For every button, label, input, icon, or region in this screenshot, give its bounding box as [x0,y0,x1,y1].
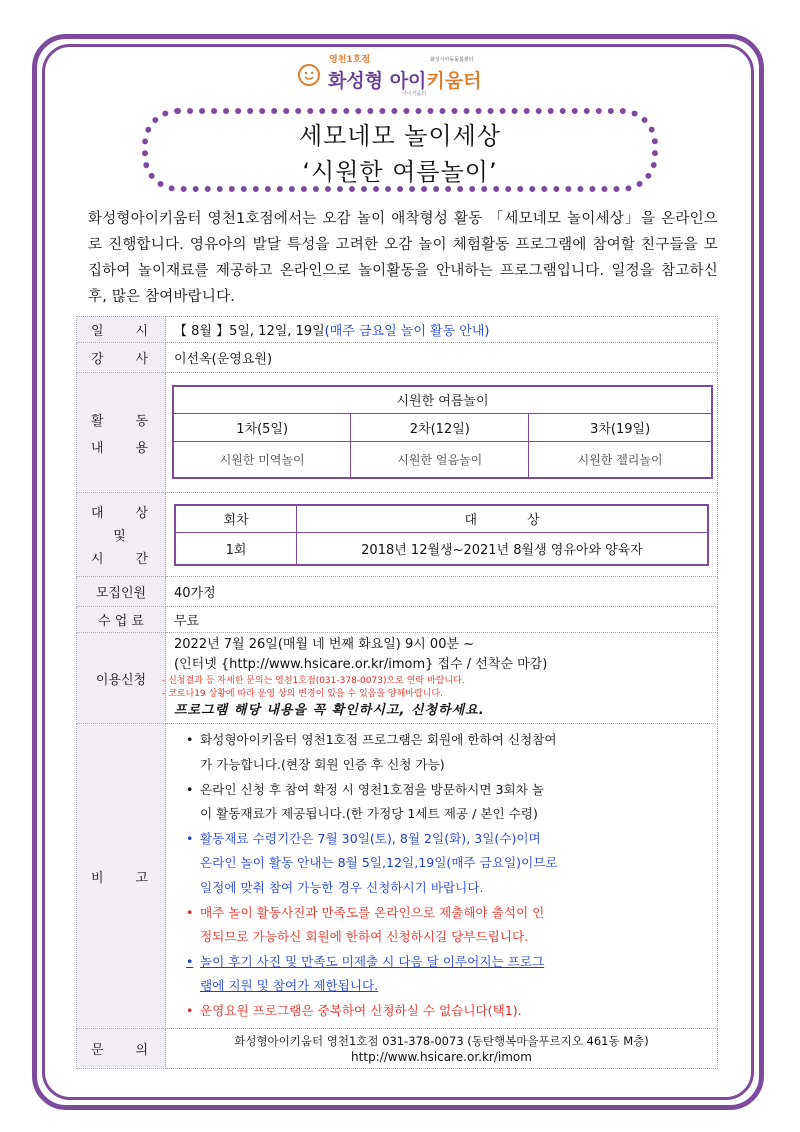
row-recruit [77,577,718,607]
logo-sub-small: 아이키움터 [402,91,427,97]
content-3: 시원한 젤리놀이 [529,442,712,478]
target-cell [166,493,718,577]
target-table [174,504,709,566]
activity-table [172,385,713,479]
remark-item: • 온라인 신청 후 참여 확정 시 영천1호점을 방문하시면 3회차 놀 이 활동재료가 제공됩니다.(한 가정당 1세트 제공 / 본인 수령) [186,781,545,822]
remark-item: • 매주 놀이 활동사진과 만족도를 온라인으로 제출해야 출석이 인 정되므로 가능하신 회원에 한하여 신청하시길 당부드립니다. [186,904,545,945]
apply-cell [162,633,718,724]
remark-item: • 화성형아이키움터 영천1호점 프로그램은 회원에 한하여 신청참여 가 가능합니다.(현장 회원 인증 후 신청 가능) [186,732,557,773]
intro-paragraph: 화성형아이키움터 영천1호점에서는 오감 놀이 애착형성 활동 「세모네모 놀이세상」을 온라인으로 진행합니다. 영유아의 발달 특성을 고려한 오감 놀이 체험활동 프로그램에 참여할 친구들을 모집하여 놀이재료를 제공하고 온라인으로 놀이활동을 안내하는 프로그램입니다. 일정을 참고하신 후, 많은 참여바랍니다. [88,211,718,305]
logo-branch: 영천1호점 [329,55,371,65]
activity-header: 시원한 여름놀이 [173,386,712,414]
apply-emphasis: 프로그램 해당 내용을 꼭 확인하시고, 신청하세요. [174,703,485,718]
info-table [76,316,718,1069]
recruit-label: 모집인원 [77,577,166,607]
activity-cell [166,373,718,493]
apply-period: 2022년 7월 26일(매월 네 번째 화요일) 9시 00분 ~ [174,637,475,652]
remarks-cell [166,724,718,1029]
activity-label: 활 동 내 용 [77,373,166,493]
apply-method: (인터넷 {http://www.hsicare.or.kr/imom} 접수 / 선착순 마감) [174,657,548,672]
logo-wordmark: 화성형 아이키움터 [328,70,482,92]
row-schedule [77,317,718,343]
recruit-value: 40가정 [166,577,718,607]
session-2: 2차(12일) [351,414,529,442]
instructor-value: 이선옥(운영요원) [166,343,718,373]
row-contact [77,1029,718,1069]
row-activity [77,373,718,493]
contact-label: 문 의 [77,1029,166,1069]
apply-note-1: - 신청결과 등 자세한 문의는 영천1호점(031-378-0073)으로 연락 바랍니다. [162,676,465,686]
target-label: 대 상 및 시 간 [77,493,166,577]
remarks-label: 비 고 [77,724,166,1029]
content-1: 시원한 미역놀이 [173,442,351,478]
instructor-label: 강 사 [77,343,166,373]
row-instructor [77,343,718,373]
remark-item: • 활동재료 수령기간은 7월 30일(토), 8월 2일(화), 3일(수)이며 온라인 놀이 활동 안내는 8월 5일,12일,19일(매주 금요일)이므로 일정에 맞춰 참여 가능한 경우 신청하시기 바랍니다. [186,830,558,895]
target-value: 2018년 12월생~2021년 8월생 영유아와 양육자 [297,533,709,565]
smile-icon [298,64,320,86]
page-subtitle: ‘시원한 여름놀이’ [302,158,498,186]
remark-item: • 운영요원 프로그램은 중복하여 신청하실 수 없습니다(택1). [186,1002,522,1018]
fee-label: 수 업 료 [77,607,166,633]
row-target [77,493,718,577]
logo-org-small: 화성시아동돌봄센터 [430,57,474,63]
target-header: 대 상 [297,505,709,533]
round-value: 1회 [175,533,297,565]
contact-cell [166,1029,718,1069]
fee-value: 무료 [166,607,718,633]
contact-address: 화성형아이키움터 영천1호점 031-378-0073 (동탄행복마을푸르지오 461동 M층) [234,1033,649,1048]
logo [298,52,518,100]
page-title: 세모네모 놀이세상 [298,122,502,150]
round-header: 회차 [175,505,297,533]
remark-item: • 놀이 후기 사진 및 만족도 미제출 시 다음 달 이루어지는 프로그 램에 지원 및 참여가 제한됩니다. [186,953,545,994]
row-apply [77,633,718,724]
row-remarks [77,724,718,1029]
apply-note-2: - 코로나19 상황에 따라 운영 상의 변경이 있을 수 있음을 양해바랍니다. [162,689,443,699]
row-fee [77,607,718,633]
contact-url[interactable]: http://www.hsicare.or.kr/imom [351,1049,532,1064]
session-3: 3차(19일) [529,414,712,442]
apply-label: 이용신청 [77,633,166,724]
schedule-label: 일 시 [77,317,166,343]
content-2: 시원한 얼음놀이 [351,442,529,478]
schedule-value: 【 8월 】5일, 12일, 19일(매주 금요일 놀이 활동 안내) [166,317,718,343]
session-1: 1차(5일) [173,414,351,442]
